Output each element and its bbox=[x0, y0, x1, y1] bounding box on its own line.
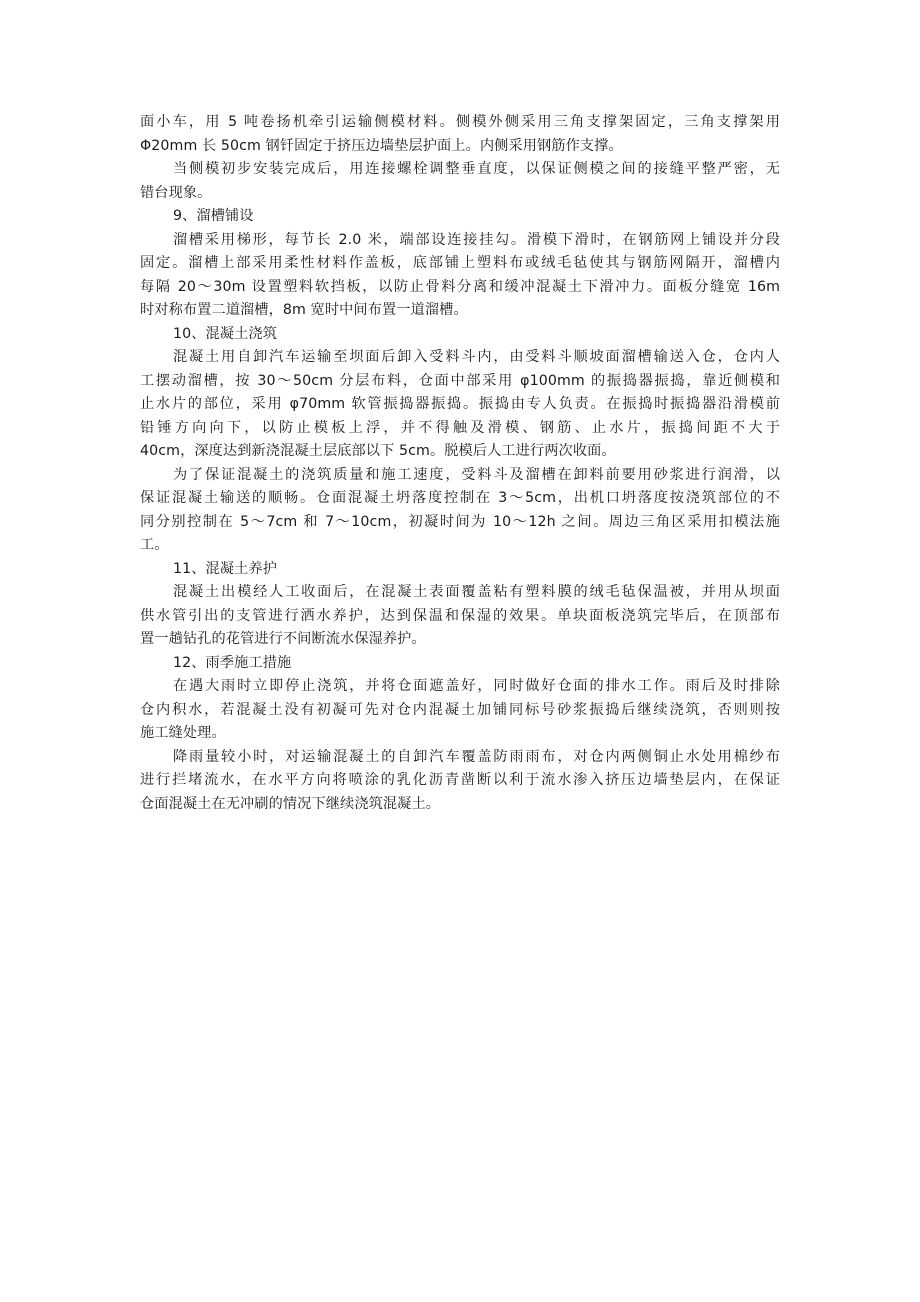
text-line: 置一趟钻孔的花管进行不间断流水保湿养护。 bbox=[140, 631, 426, 647]
text-line: 工。 bbox=[140, 537, 169, 553]
text-line: 为了保证混凝土的浇筑质量和施工速度，受料斗及溜槽在卸料前要用砂浆进行润滑，以 bbox=[173, 466, 780, 483]
text-line: 时对称布置二道溜槽，8m 宽时中间布置一道溜槽。 bbox=[140, 302, 468, 318]
text-line: Φ20mm 长 50cm 钢钎固定于挤压边墙垫层护面上。内侧采用钢筋作支撑。 bbox=[140, 137, 623, 154]
text-line: 进行拦堵流水，在水平方向将喷涂的乳化沥青凿断以利于流水渗入挤压边墙垫层内，在保证 bbox=[140, 772, 780, 788]
text-line: 止水片的部位，采用 φ70mm 软管振捣器振捣。振捣由专人负责。在振捣时振捣器沿滑模前 bbox=[140, 396, 780, 412]
text-line: 溜槽采用梯形，每节长 2.0 米，端部设连接挂勾。滑模下滑时，在钢筋网上铺设并分段 bbox=[173, 231, 780, 248]
text-line: 同分别控制在 5～7cm 和 7～10cm，初凝时间为 10～12h 之间。周边三角区采用扣模法施 bbox=[140, 513, 780, 530]
text-line: 降雨量较小时，对运输混凝土的自卸汽车覆盖防雨雨布，对仓内两侧铜止水处用棉纱布 bbox=[173, 748, 780, 765]
text-line: 40cm，深度达到新浇混凝土层底部以下 5cm。脱模后人工进行两次收面。 bbox=[140, 443, 616, 459]
text-line: 每隔 20～30m 设置塑料软挡板，以防止骨料分离和缓冲混凝土下滑冲力。面板分缝宽 16m bbox=[140, 278, 780, 295]
text-line: 仓面混凝土在无冲刷的情况下继续浇筑混凝土。 bbox=[140, 795, 441, 812]
text-line: 10、混凝土浇筑 bbox=[173, 325, 277, 342]
text-line: 9、溜槽铺设 bbox=[173, 208, 254, 224]
text-line: 当侧模初步安装完成后，用连接螺栓调整垂直度，以保证侧模之间的接缝平整严密，无 bbox=[173, 161, 780, 177]
text-line: 12、雨季施工措施 bbox=[173, 654, 292, 671]
text-line: 固定。溜槽上部采用柔性材料作盖板，底部铺上塑料布或绒毛毡使其与钢筋网隔开，溜槽内 bbox=[140, 255, 780, 271]
text-line: 仓内积水，若混凝土没有初凝可先对仓内混凝土加铺同标号砂浆振捣后继续浇筑，否则则按 bbox=[140, 701, 780, 718]
text-line: 错台现象。 bbox=[140, 184, 212, 201]
document-page bbox=[140, 111, 780, 816]
text-line: 供水管引出的支管进行洒水养护，达到保温和保湿的效果。单块面板浇筑完毕后，在顶部布 bbox=[140, 607, 780, 624]
document-body bbox=[140, 111, 780, 816]
text-line: 11、混凝土养护 bbox=[173, 560, 277, 577]
text-line: 面小车，用 5 吨卷扬机牵引运输侧模材料。侧模外侧采用三角支撑架固定，三角支撑架用 bbox=[140, 114, 780, 130]
text-line: 混凝土出模经人工收面后，在混凝土表面覆盖粘有塑料膜的绒毛毡保温被，并用从坝面 bbox=[173, 584, 780, 600]
text-line: 保证混凝土输送的顺畅。仓面混凝土坍落度控制在 3～5cm，出机口坍落度按浇筑部位的不 bbox=[140, 490, 780, 506]
text-line: 工摆动溜槽，按 30～50cm 分层布料，仓面中部采用 φ100mm 的振捣器振捣，靠近侧模和 bbox=[140, 372, 780, 389]
text-line: 混凝土用自卸汽车运输至坝面后卸入受料斗内，由受料斗顺坡面溜槽输送入仓，仓内人 bbox=[173, 349, 780, 365]
text-line: 施工缝处理。 bbox=[140, 725, 226, 741]
text-line: 铅锤方向向下，以防止模板上浮，并不得触及滑模、钢筋、止水片，振捣间距不大于 bbox=[140, 419, 780, 436]
text-line: 在遇大雨时立即停止浇筑，并将仓面遮盖好，同时做好仓面的排水工作。雨后及时排除 bbox=[173, 678, 780, 694]
